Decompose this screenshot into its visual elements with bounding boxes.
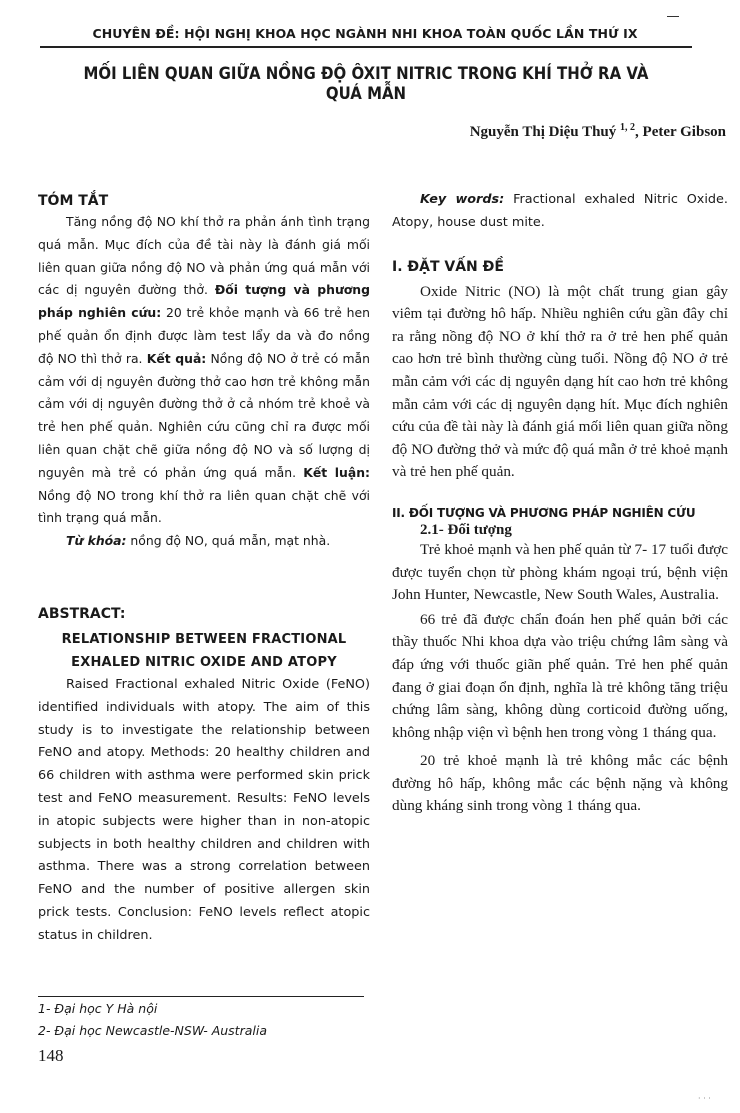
summary-keywords-text: nồng độ NO, quá mẫn, mạt nhà.	[126, 533, 331, 549]
footnote-2: 2- Đại học Newcastle-NSW- Australia	[38, 1023, 267, 1038]
abstract-heading: ABSTRACT:	[38, 606, 126, 622]
header-rule	[40, 46, 692, 48]
abstract-keywords-text: Fractional exhaled Nitric Oxide. Atopy, house dust mite.	[392, 192, 728, 230]
summary-heading: TÓM TẮT	[38, 193, 109, 209]
abstract-body: Raised Fractional exhaled Nitric Oxide (FeNO) identified individuals with atopy. The aim of this study is to investigate the relationship between FeNO and atopy. Methods: 20 healthy children and 66 children with asthma were performed skin prick test and FeNO measurement. Results: FeNO levels in atopic subjects were higher than in non-atopic subjects in both healthy children and children with asthma. There was a strong correlation between FeNO and the number of positive allergen skin prick tests. Conclusion: FeNO levels reflect atopic status in children.	[38, 677, 370, 943]
summary-section	[38, 193, 370, 553]
footnote-1: 1- Đại học Y Hà nội	[38, 1001, 158, 1016]
abstract-section	[38, 606, 370, 948]
summary-keywords-label: Từ khóa:	[66, 533, 127, 549]
abstract-title-line-1: RELATIONSHIP BETWEEN FRACTIONAL	[61, 632, 347, 647]
article-title: MỐI LIÊN QUAN GIỮA NỒNG ĐỘ ÔXIT NITRIC TRONG KHÍ THỞ RA VÀ QUÁ MẪN	[83, 64, 649, 104]
summary-conclusion: Nồng độ NO trong khí thở ra liên quan chặt chẽ với tình trạng quá mẫn.	[38, 487, 370, 526]
section-2-para-2: 66 trẻ đã được chẩn đoán hen phế quản bởi các thầy thuốc Nhi khoa dựa vào triệu chứng lâm sàng và đáp ứng với thuốc giãn phế quản. Trẻ hen phế quản đang ở giai đoạn ổn định, nghĩa là trẻ không tăng triệu chứng lâm sàng, không dùng corticoid đường uống, không nhập viện vì bệnh hen trong vòng 1 tháng qua.	[392, 610, 728, 741]
abstract-keywords-label: Key words:	[420, 192, 505, 207]
running-header: CHUYÊN ĐỀ: HỘI NGHỊ KHOA HỌC NGÀNH NHI KHOA TOÀN QUỐC LẦN THỨ IX	[92, 26, 638, 41]
section-1-body: Oxide Nitric (NO) là một chất trung gian gây viêm tại đường hô hấp. Nhiều nghiên cứu gần đây chỉ ra rằng nồng độ NO ở khí thở ra ở trẻ hen phế quản cao hơn trẻ bình thường cùng tuổi. Nồng độ NO ở trẻ mẫn cảm với các dị nguyên dạng hít cao hơn trẻ không mẫn cảm với các dị nguyên dạng hít. Mục đích nghiên cứu của đề tài này là đánh giá mối liên quan giữa nồng độ NO đường thở và mức độ quá mẫn ở trẻ khoẻ mạnh và trẻ hen phế quản.	[392, 282, 728, 481]
author-line	[470, 122, 726, 141]
right-column	[392, 189, 728, 818]
summary-methods: 20 trẻ khỏe mạnh và 66 trẻ hen phế quản ổn định được làm test lẩy da và đo nồng độ NO thì thở ra.	[38, 305, 370, 366]
summary-keywords	[38, 530, 370, 553]
summary-intro: Tăng nồng độ NO khí thở ra phản ánh tình trạng quá mẫn. Mục đích của đề tài này là đánh giá mối liên quan giữa nồng độ NO và phản ứng quá mẫn với các dị nguyên đường thở.	[38, 214, 370, 298]
abstract-title-line-2: EXHALED NITRIC OXIDE AND ATOPY	[71, 655, 337, 670]
abstract-keywords	[392, 189, 728, 235]
author-name-1: Nguyễn Thị Diệu Thuý	[469, 124, 617, 140]
author-affiliation-marks: 1, 2	[620, 122, 636, 133]
summary-conclusion-label: Kết luận:	[303, 464, 370, 480]
summary-results: Nồng độ NO ở trẻ có mẫn cảm với dị nguyên đường thở cao hơn trẻ không mẫn cảm với dị nguyên đường thở ở cả nhóm trẻ khoẻ và trẻ hen phế quản. Nghiên cứu cũng chỉ ra được mối liên quan chặt chẽ giữa nồng độ NO và số lượng dị nguyên mà trẻ có phản ứng quá mẫn.	[38, 350, 370, 480]
author-name-2: , Peter Gibson	[635, 124, 726, 140]
scan-artifact-mark: · · ·	[698, 1094, 711, 1103]
footnote-rule	[38, 996, 364, 997]
summary-methods-label: Đối tượng và phương pháp nghiên cứu:	[38, 282, 370, 321]
section-2-subheading: 2.1- Đối tượng	[420, 521, 512, 538]
section-2-para-1: Trẻ khoẻ mạnh và hen phế quản từ 7- 17 tuổi được được tuyển chọn từ phòng khám ngoại trú, bệnh viện John Hunter, Newcastle, New South Wales, Australia.	[392, 540, 728, 604]
summary-results-label: Kết quả:	[146, 350, 207, 366]
page-number: 148	[38, 1046, 64, 1065]
header-corner-mark	[667, 16, 679, 17]
section-1-heading: I. ĐẶT VẤN ĐỀ	[392, 258, 504, 275]
section-2-heading: II. ĐỐI TƯỢNG VÀ PHƯƠNG PHÁP NGHIÊN CỨU	[392, 505, 696, 520]
summary-body	[38, 211, 370, 530]
section-2-para-3: 20 trẻ khoẻ mạnh là trẻ không mắc các bệnh đường hô hấp, không mắc các bệnh nặng và không dùng kháng sinh trong vòng 1 tháng qua.	[392, 752, 728, 815]
